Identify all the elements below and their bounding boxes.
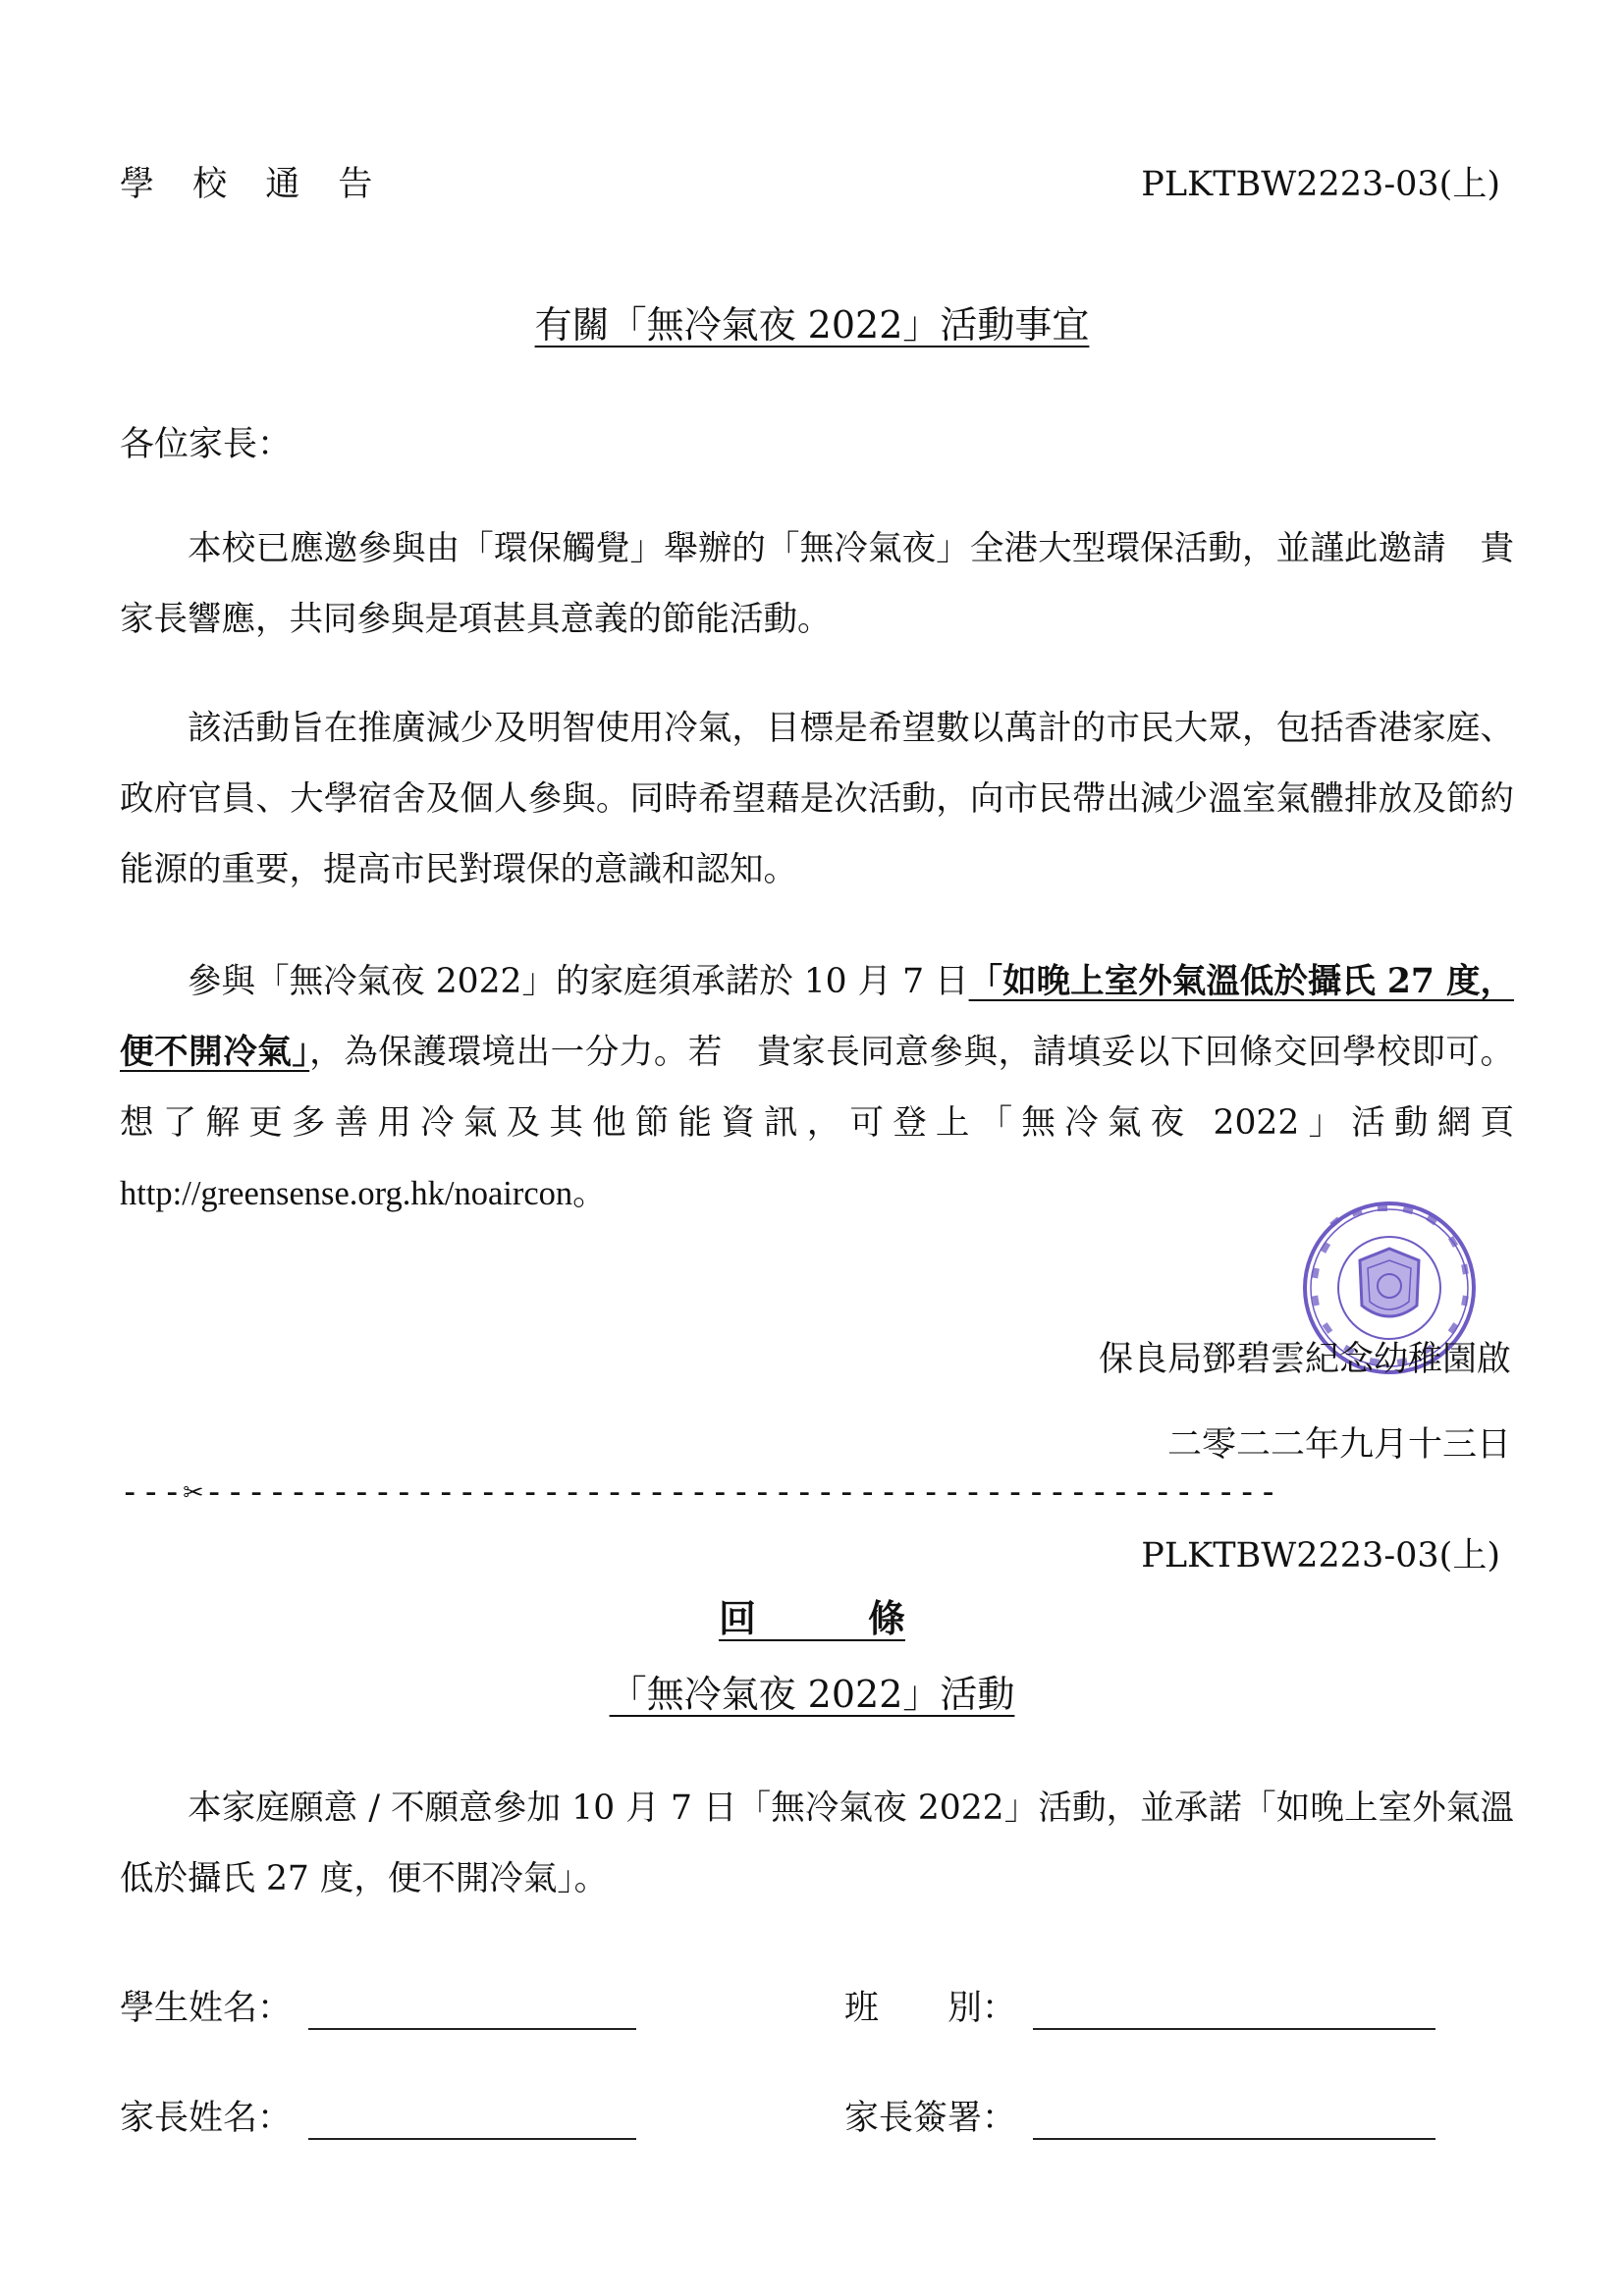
reply-slip-heading: 回 條 — [718, 1596, 905, 1640]
class-label: 班 別： — [844, 1989, 1017, 2028]
student-name-field[interactable] — [308, 2028, 636, 2030]
paragraph-3: 參與「無冷氣夜 2022」的家庭須承諾於 10 月 7 日「如晚上室外氣溫低於攝氏 27 度，便不開冷氣」，為保護環境出一分力。若 貴家長同意參與，請填妥以下回條交回學校即可。想了解更多善用冷氣及其他節能資訊，可登上「無冷氣夜 2022」活動網頁 http://greensense.org.hk/noaircon。 — [120, 962, 1515, 1213]
parent-name-label: 家長姓名： — [120, 2099, 293, 2138]
school-signature: 保良局鄧碧雲紀念幼稚園啟 — [1098, 1340, 1511, 1379]
parent-name-field[interactable] — [308, 2138, 636, 2140]
parent-signature-field[interactable] — [1033, 2138, 1435, 2140]
salutation: 各位家長： — [120, 425, 293, 464]
reference-code: PLKTBW2223-03(上) — [1141, 165, 1500, 204]
commitment-text: 「如晚上室外氣溫低於攝氏 27 度，便不開冷氣」 — [120, 962, 1515, 1072]
notice-label: 學 校 通 告 — [120, 165, 387, 204]
cut-line: ---✂--------------------------------------------------- — [120, 1472, 1279, 1512]
notice-date: 二零二二年九月十三日 — [1166, 1425, 1511, 1465]
student-name-label: 學生姓名： — [120, 1989, 293, 2028]
activity-website-link[interactable]: http://greensense.org.hk/noaircon — [120, 1175, 573, 1212]
paragraph-1: 本校已應邀參與由「環保觸覺」舉辦的「無冷氣夜」全港大型環保活動，並謹此邀請 貴家長響應，共同參與是項甚具意義的節能活動。 — [120, 529, 1514, 639]
page-title: 有關「無冷氣夜 2022」活動事宜 — [534, 303, 1090, 347]
reply-slip-subheading: 「無冷氣夜 2022」活動 — [609, 1673, 1015, 1716]
reply-slip-reference-code: PLKTBW2223-03(上) — [1141, 1536, 1500, 1575]
paragraph-2: 該活動旨在推廣減少及明智使用冷氣，目標是希望數以萬計的市民大眾，包括香港家庭、政府官員、大學宿舍及個人參與。同時希望藉是次活動，向市民帶出減少溫室氣體排放及節約能源的重要，提高市民對環保的意識和認知。 — [120, 709, 1514, 889]
parent-signature-label: 家長簽署： — [844, 2099, 1017, 2138]
class-field[interactable] — [1033, 2028, 1435, 2030]
reply-slip-statement: 本家庭願意 / 不願意參加 10 月 7 日「無冷氣夜 2022」活動，並承諾「如晚上室外氣溫低於攝氏 27 度，便不開冷氣」。 — [120, 1789, 1514, 1898]
